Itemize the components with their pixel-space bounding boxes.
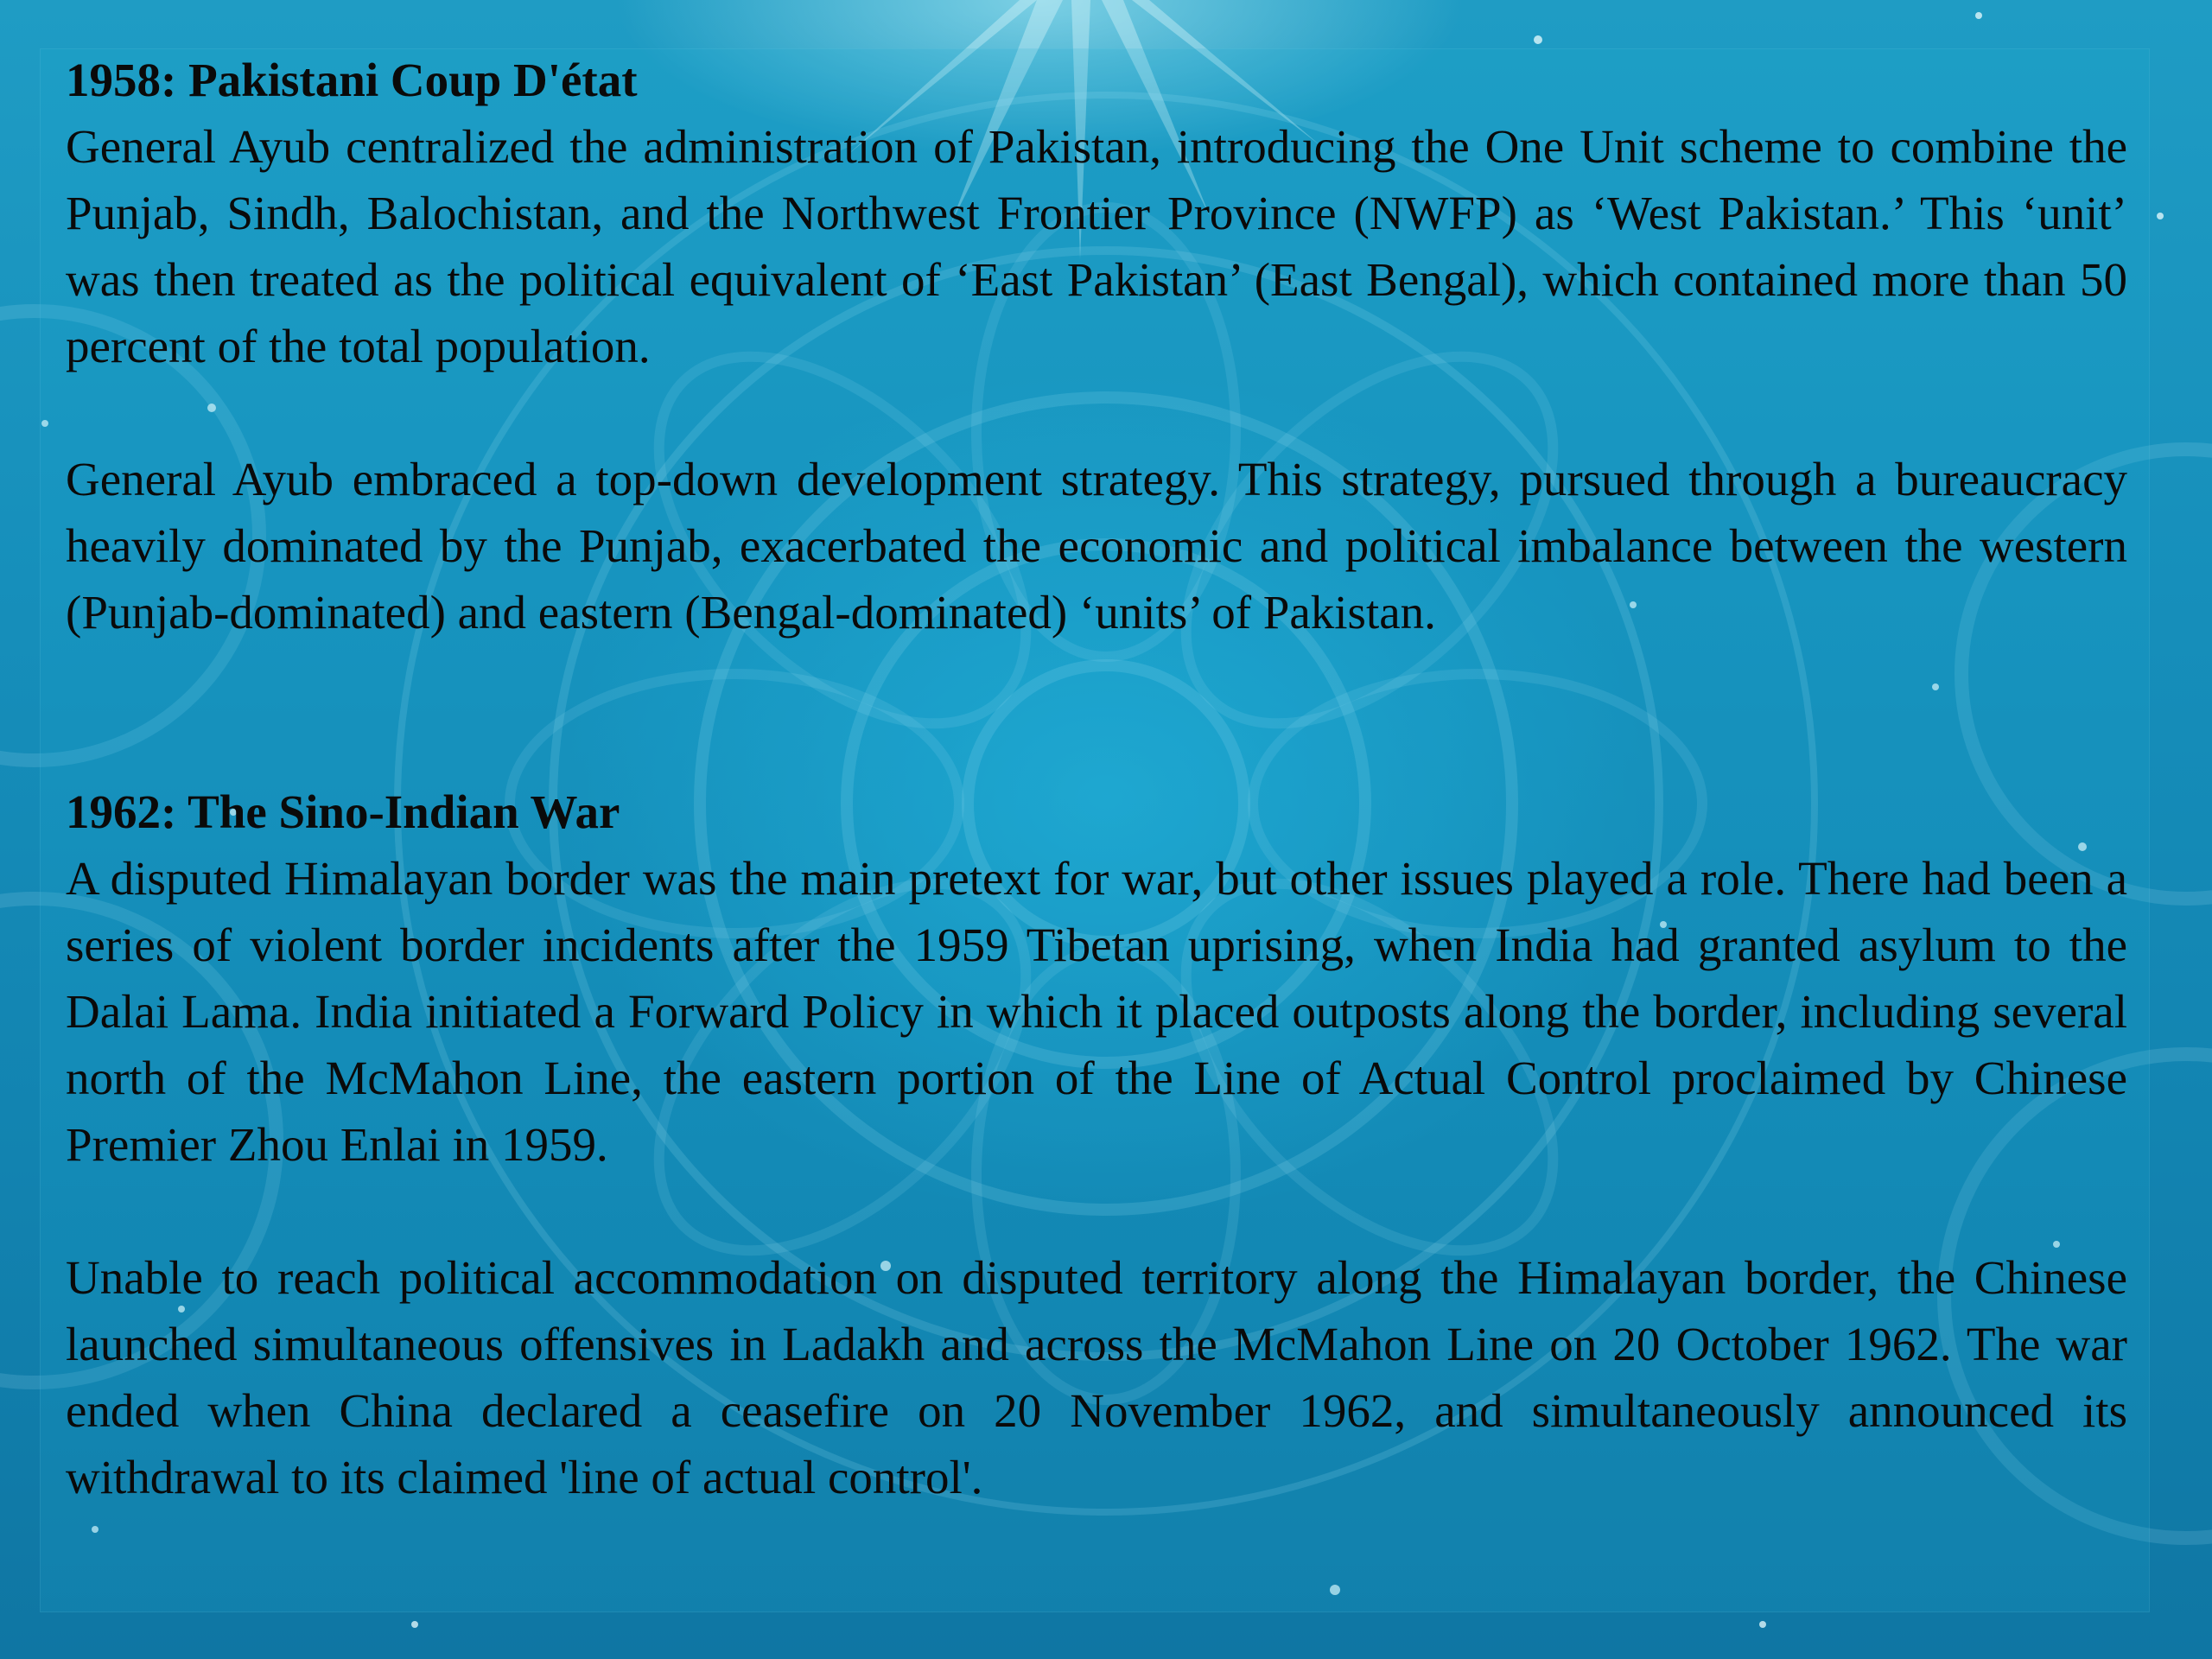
paragraph: General Ayub embraced a top-down development strategy. This strategy, pursued through a bureaucracy heavily dominated by the Punjab, exacerbated the economic and political imbalance between the western (Punjab-dominated) and eastern (Bengal-dominated) ‘units’ of Pakistan. — [66, 453, 2127, 639]
spacer — [66, 379, 2127, 446]
spacer — [66, 645, 2127, 779]
section-heading: 1958: Pakistani Coup D'état — [66, 54, 638, 106]
paragraph: Unable to reach political accommodation on disputed territory along the Himalayan border, the Chinese launched simultaneous offensives in Ladakh and across the McMahon Line on 20 October 1962. The war ended when China declared a ceasefire on 20 November 1962, and simultaneously announced its withdrawal to its claimed 'line of actual control'. — [66, 1251, 2127, 1503]
paragraph: General Ayub centralized the administration of Pakistan, introducing the One Unit scheme to combine the Punjab, Sindh, Balochistan, and the Northwest Frontier Province (NWFP) as ‘West Pakistan.’ This ‘unit’ was then treated as the political equivalent of ‘East Pakistan’ (East Bengal), which contained more than 50 percent of the total population. — [66, 120, 2127, 372]
section-1962 — [66, 779, 2127, 1510]
spacer — [66, 1178, 2127, 1244]
slide-text — [66, 47, 2127, 1510]
paragraph: A disputed Himalayan border was the main pretext for war, but other issues played a role. There had been a series of violent border incidents after the 1959 Tibetan uprising, when India had granted asylum to the Dalai Lama. India initiated a Forward Policy in which it placed outposts along the border, including several north of the McMahon Line, the eastern portion of the Line of Actual Control proclaimed by Chinese Premier Zhou Enlai in 1959. — [66, 852, 2127, 1171]
section-heading: 1962: The Sino-Indian War — [66, 785, 620, 838]
section-1958 — [66, 47, 2127, 645]
